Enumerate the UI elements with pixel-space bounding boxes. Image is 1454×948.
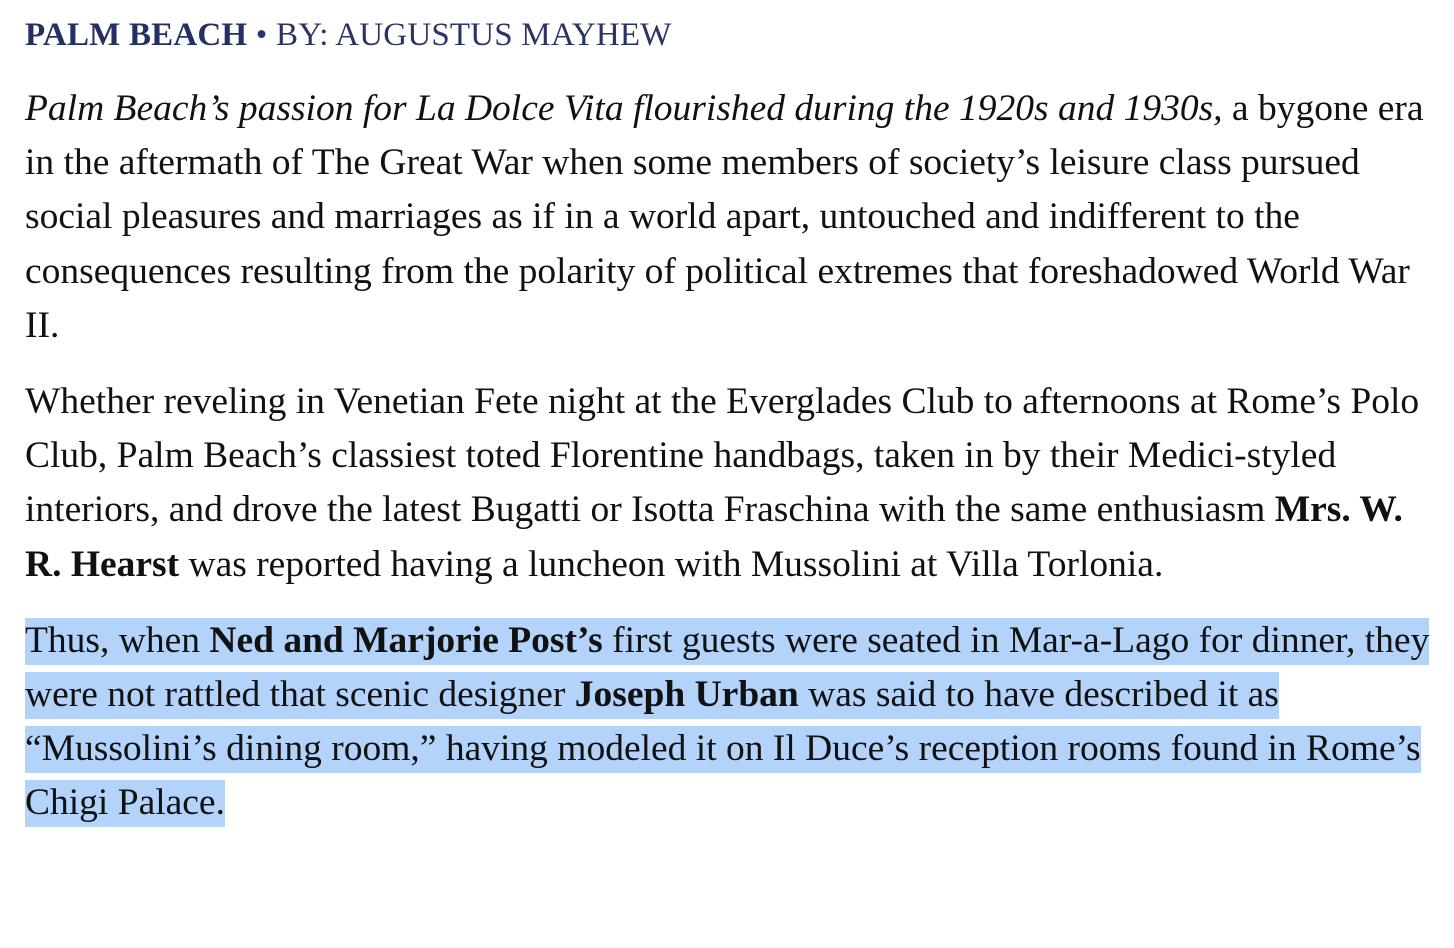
selected-text-highlight[interactable] xyxy=(25,618,1429,828)
author-name[interactable]: AUGUSTUS MAYHEW xyxy=(335,17,672,53)
paragraph-intro xyxy=(25,82,1430,353)
article-body xyxy=(25,14,1430,853)
paragraph-mar-a-lago xyxy=(25,614,1430,831)
section-link[interactable]: PALM BEACH xyxy=(25,17,248,53)
author-prefix: BY: xyxy=(275,17,329,53)
maralago-text-2: first guests were seated in Mar-a-Lago for dinner, they were not rattled that scenic designer xyxy=(25,619,1430,716)
intro-italic-lead: Palm Beach’s passion for La Dolce Vita flourished during the 1920s and 1930s, xyxy=(25,88,1223,129)
urban-name: Joseph Urban xyxy=(574,674,799,716)
hearst-text-after: was reported having a luncheon with Mussolini at Villa Torlonia. xyxy=(179,543,1164,585)
intro-text: a bygone era in the aftermath of The Great War when some members of society’s leisure class pursued social pleasures and marriages as if in a world apart, untouched and indifferent to the consequences resulting from the polarity of political extremes that foreshadowed World War II. xyxy=(25,88,1424,346)
post-names: Ned and Marjorie Post’s xyxy=(209,619,603,661)
hearst-text-before: Whether reveling in Venetian Fete night at the Everglades Club to afternoons at Rome’s Polo Club, Palm Beach’s classiest toted Florentine handbags, taken in by their Medici-styled interiors, and drove the latest Bugatti or Isotta Fraschina with the same enthusiasm xyxy=(25,381,1420,531)
paragraph-hearst xyxy=(25,375,1430,592)
byline-separator: • xyxy=(255,17,268,53)
maralago-text-3: was said to have described it as “Mussolini’s dining room,” having modeled it on Il Duce’s reception rooms found in Rome’s Chigi Palace. xyxy=(25,674,1421,824)
hearst-name: Mrs. W. R. Hearst xyxy=(25,489,1403,585)
byline xyxy=(25,14,1430,56)
maralago-text-1: Thus, when xyxy=(25,619,210,661)
